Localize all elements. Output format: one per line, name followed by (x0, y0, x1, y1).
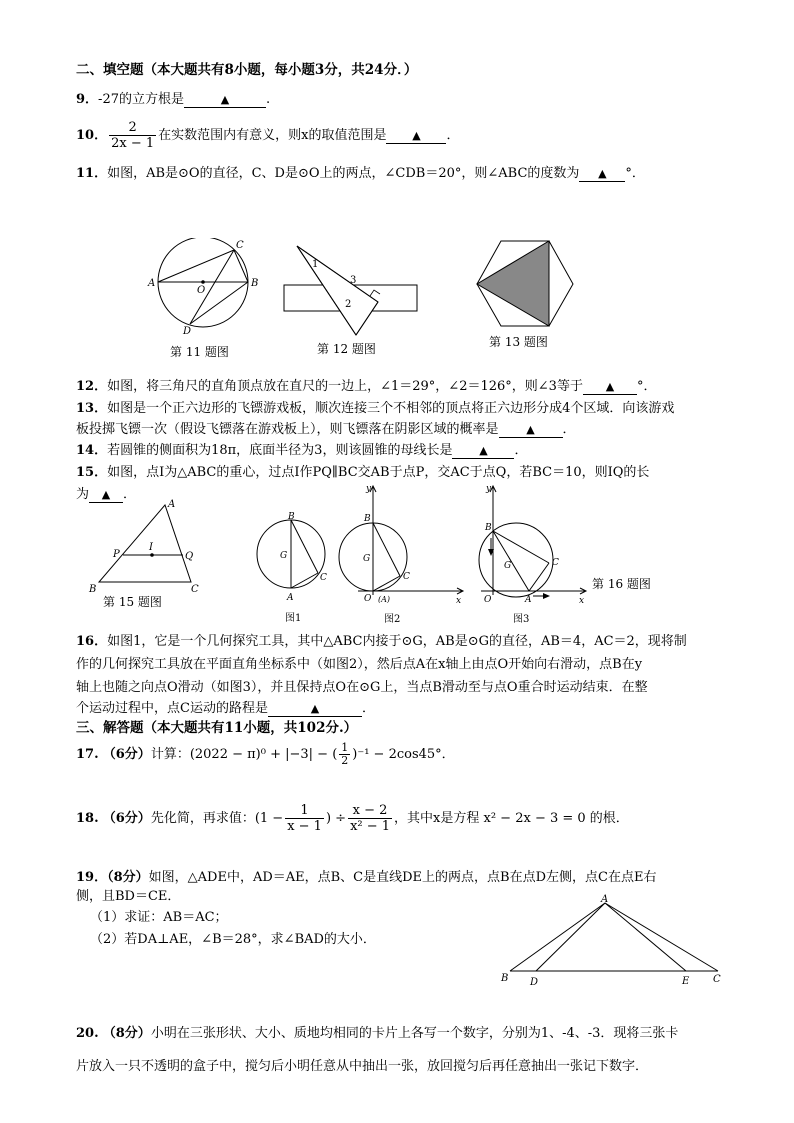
q11-number: 11． (76, 166, 108, 181)
svg-text:A: A (601, 894, 609, 905)
q17-tail: )⁻¹ − 2cos45°． (352, 747, 455, 762)
q16-number: 16． (76, 634, 108, 649)
svg-text:C: C (191, 584, 199, 595)
q15-number: 15． (76, 465, 108, 480)
q13-answer-blank: ▲ (499, 423, 563, 438)
svg-text:C: C (236, 240, 244, 251)
q17-frac-denominator: 2 (341, 754, 349, 767)
q18-mid: ) ÷ (325, 811, 347, 826)
svg-text:1: 1 (312, 259, 319, 270)
q10-frac-denominator: 2x − 1 (111, 136, 155, 151)
q10-text: 在实数范围内有意义，则x的取值范围是 (158, 128, 387, 143)
q17-frac-numerator: 1 (341, 741, 349, 754)
q13-number: 13． (76, 401, 108, 416)
svg-text:O: O (197, 285, 206, 296)
q20-number: 20. (76, 1026, 99, 1041)
figure-19 (498, 893, 728, 987)
q18-text: 先化简，再求值：(1 − (150, 811, 284, 826)
svg-text:2: 2 (345, 299, 352, 310)
question-16-line-1 (76, 633, 687, 651)
question-20-line-2: 片放入一只不透明的盒子中，搅匀后小明任意从中抽出一张，放回搅匀后再任意抽出一张记下数字． (76, 1059, 649, 1074)
q11-answer-blank: ▲ (579, 167, 625, 182)
q17-score: （6分） (102, 747, 151, 762)
q9-text: -27的立方根是 (98, 92, 184, 107)
question-19-line-1 (76, 869, 656, 887)
section-2-title: 二、填空题（本大题共有8小题，每小题3分，共24分．） (76, 62, 418, 78)
q10-number: 10． (76, 128, 108, 143)
q15-answer-blank: ▲ (89, 488, 123, 503)
question-20-line-1 (76, 1025, 678, 1043)
q9-number: 9． (76, 92, 99, 107)
q10-frac-numerator: 2 (109, 120, 156, 136)
q13-text-2: 板投掷飞镖一次（假设飞镖落在游戏板上），则飞镖落在阴影区域的概率是 (76, 422, 499, 437)
svg-text:I: I (149, 542, 153, 553)
question-13-line-1 (76, 400, 674, 418)
figure-16-graph-2 (338, 483, 468, 603)
q10-fraction (109, 120, 156, 151)
svg-text:D: D (530, 977, 539, 987)
q18-fraction-1 (285, 803, 324, 834)
svg-text:A: A (148, 278, 156, 289)
figure-15 (85, 497, 205, 597)
figure-16-graph-1-caption: 图1 (285, 613, 302, 624)
q16-answer-blank: ▲ (268, 702, 362, 717)
question-9: 9．-27的立方根是 ▲ . (76, 92, 271, 107)
q18-number: 18. (76, 811, 99, 826)
q20-score: （8分） (102, 1026, 151, 1041)
question-19-line-2: 侧，且BD＝CE． (76, 889, 181, 904)
svg-text:G: G (504, 561, 512, 571)
svg-text:3: 3 (350, 275, 357, 286)
figure-15-caption: 第 15 题图 (103, 595, 162, 609)
figure-12 (280, 240, 425, 340)
question-15-line-2: 为 ▲ ． (76, 487, 137, 502)
svg-text:C: C (320, 573, 327, 583)
svg-text:A: A (168, 499, 176, 510)
q12-text: 如图，将三角尺的直角顶点放在直尺的一边上，∠1＝29°，∠2＝126°，则∠3等于 (107, 379, 583, 394)
q18-score: （6分） (102, 811, 151, 826)
svg-text:A: A (525, 595, 532, 603)
figure-16-graph-3-caption: 图3 (513, 614, 530, 625)
figure-11-caption: 第 11 题图 (170, 345, 229, 359)
svg-text:C: C (552, 558, 559, 568)
svg-text:y: y (366, 484, 372, 494)
q17-number: 17. (76, 747, 99, 762)
q12-tail: °． (636, 379, 657, 394)
question-11 (76, 165, 645, 183)
q18-frac1-denominator: x − 1 (287, 819, 322, 834)
question-17 (76, 742, 455, 768)
svg-text:G: G (363, 554, 371, 564)
question-19-sub-1: （1）求证：AB＝AC； (90, 910, 228, 925)
question-16-line-3: 轴上也随之向点O滑动（如图3），并且保持点O在⊙G上，当点B滑动至与点O重合时运动结束．在整 (76, 680, 648, 695)
q18-frac2-numerator: x − 2 (348, 803, 392, 819)
svg-text:y: y (486, 484, 492, 494)
q18-frac2-denominator: x² − 1 (350, 819, 391, 834)
svg-text:C: C (403, 572, 410, 582)
q18-tail: ，其中x是方程 x² − 2x − 3 = 0 的根． (394, 811, 629, 826)
section-3-title: 三、解答题（本大题共有11小题，共102分.） (76, 720, 358, 736)
q19-text-1: 如图，△ADE中，AD＝AE，点B、C是直线DE上的两点，点B在点D左侧，点C在点E右 (148, 870, 657, 885)
question-16-line-2: 作的几何探究工具放在平面直角坐标系中（如图2），然后点A在x轴上由点O开始向右滑动，点B在y (76, 657, 643, 672)
q10-answer-blank: ▲ (386, 129, 446, 144)
question-10: 10． $\frac{2}{2x - 1}$ 在实数范围内有意义，则x的取值范围是 ▲ ． (76, 120, 460, 151)
question-12 (76, 378, 656, 396)
svg-text:B: B (251, 278, 259, 289)
q12-answer-blank: ▲ (583, 380, 637, 395)
svg-text:O: O (364, 594, 372, 603)
svg-text:x: x (579, 596, 585, 603)
q19-number: 19． (76, 870, 108, 885)
figure-11 (143, 238, 263, 338)
q16-text-1: 如图1，它是一个几何探究工具，其中△ABC内接于⊙G，AB是⊙G的直径，AB＝4，AC＝2，现将制 (107, 634, 687, 649)
q11-text: 如图，AB是⊙O的直径，C、D是⊙O上的两点，∠CDB＝20°，则∠ABC的度数为 (107, 166, 580, 181)
q11-tail: °． (625, 166, 645, 181)
q18-frac1-numerator: 1 (285, 803, 324, 819)
figure-16-graph-2-caption: 图2 (384, 614, 401, 625)
svg-text:Q: Q (185, 551, 194, 562)
svg-text:G: G (280, 551, 288, 561)
q14-answer-blank: ▲ (452, 444, 514, 459)
svg-text:B: B (364, 514, 371, 524)
svg-text:E: E (682, 976, 690, 987)
figure-16-graph-3 (473, 483, 591, 603)
question-19-sub-2: （2）若DA⊥AE，∠B＝28°，求∠BAD的大小． (90, 932, 376, 947)
q14-text: 若圆锥的侧面积为18π，底面半径为3，则该圆锥的母线长是 (107, 443, 453, 458)
question-13-line-2: 板投掷飞镖一次（假设飞镖落在游戏板上），则飞镖落在阴影区域的概率是 ▲ ． (76, 422, 576, 437)
svg-text:B: B (501, 973, 509, 984)
svg-text:B: B (485, 523, 492, 533)
q19-score: （8分） (107, 870, 149, 885)
svg-text:x: x (456, 596, 462, 603)
q20-text-1: 小明在三张形状、大小、质地均相同的卡片上各写一个数字，分别为1、-4、-3．现将三张卡 (150, 1026, 679, 1041)
q9-answer-blank: ▲ (184, 93, 266, 108)
figure-13-caption: 第 13 题图 (489, 335, 548, 349)
figure-16-graph-1 (254, 510, 334, 610)
q12-number: 12． (76, 379, 108, 394)
q17-fraction (339, 742, 350, 767)
question-16-line-4: 个运动过程中，点C运动的路程是 ▲ ． (76, 701, 375, 716)
svg-text:B: B (89, 584, 97, 595)
figure-12-caption: 第 12 题图 (317, 342, 376, 356)
q14-number: 14． (76, 443, 108, 458)
svg-text:P: P (113, 549, 120, 560)
svg-text:D: D (183, 326, 192, 337)
q13-text-1: 如图是一个正六边形的飞镖游戏板，顺次连接三个不相邻的顶点将正六边形分成4个区域．向该游戏 (107, 401, 675, 416)
question-15-line-1 (76, 464, 649, 482)
figure-13 (472, 238, 578, 328)
figure-16-caption: 第 16 题图 (592, 577, 651, 591)
svg-text:C: C (713, 974, 721, 985)
svg-text:O: O (484, 595, 492, 603)
q15-text-1: 如图，点I为△ABC的重心，过点I作PQ∥BC交AB于点P，交AC于点Q，若BC＝10，则IQ的长 (107, 465, 650, 480)
question-18 (76, 803, 629, 834)
svg-text:(A): (A) (378, 595, 391, 603)
svg-text:A: A (287, 593, 294, 603)
q15-text-2: 为 (76, 487, 90, 502)
q18-fraction-2 (348, 803, 392, 834)
q17-text: 计算：(2022 − π)⁰ + |−3| − ( (150, 747, 338, 762)
svg-text:B: B (288, 512, 295, 522)
q16-text-4: 个运动过程中，点C运动的路程是 (76, 701, 268, 716)
question-14: 14．若圆锥的侧面积为18π，底面半径为3，则该圆锥的母线长是 ▲ ． (76, 443, 528, 458)
